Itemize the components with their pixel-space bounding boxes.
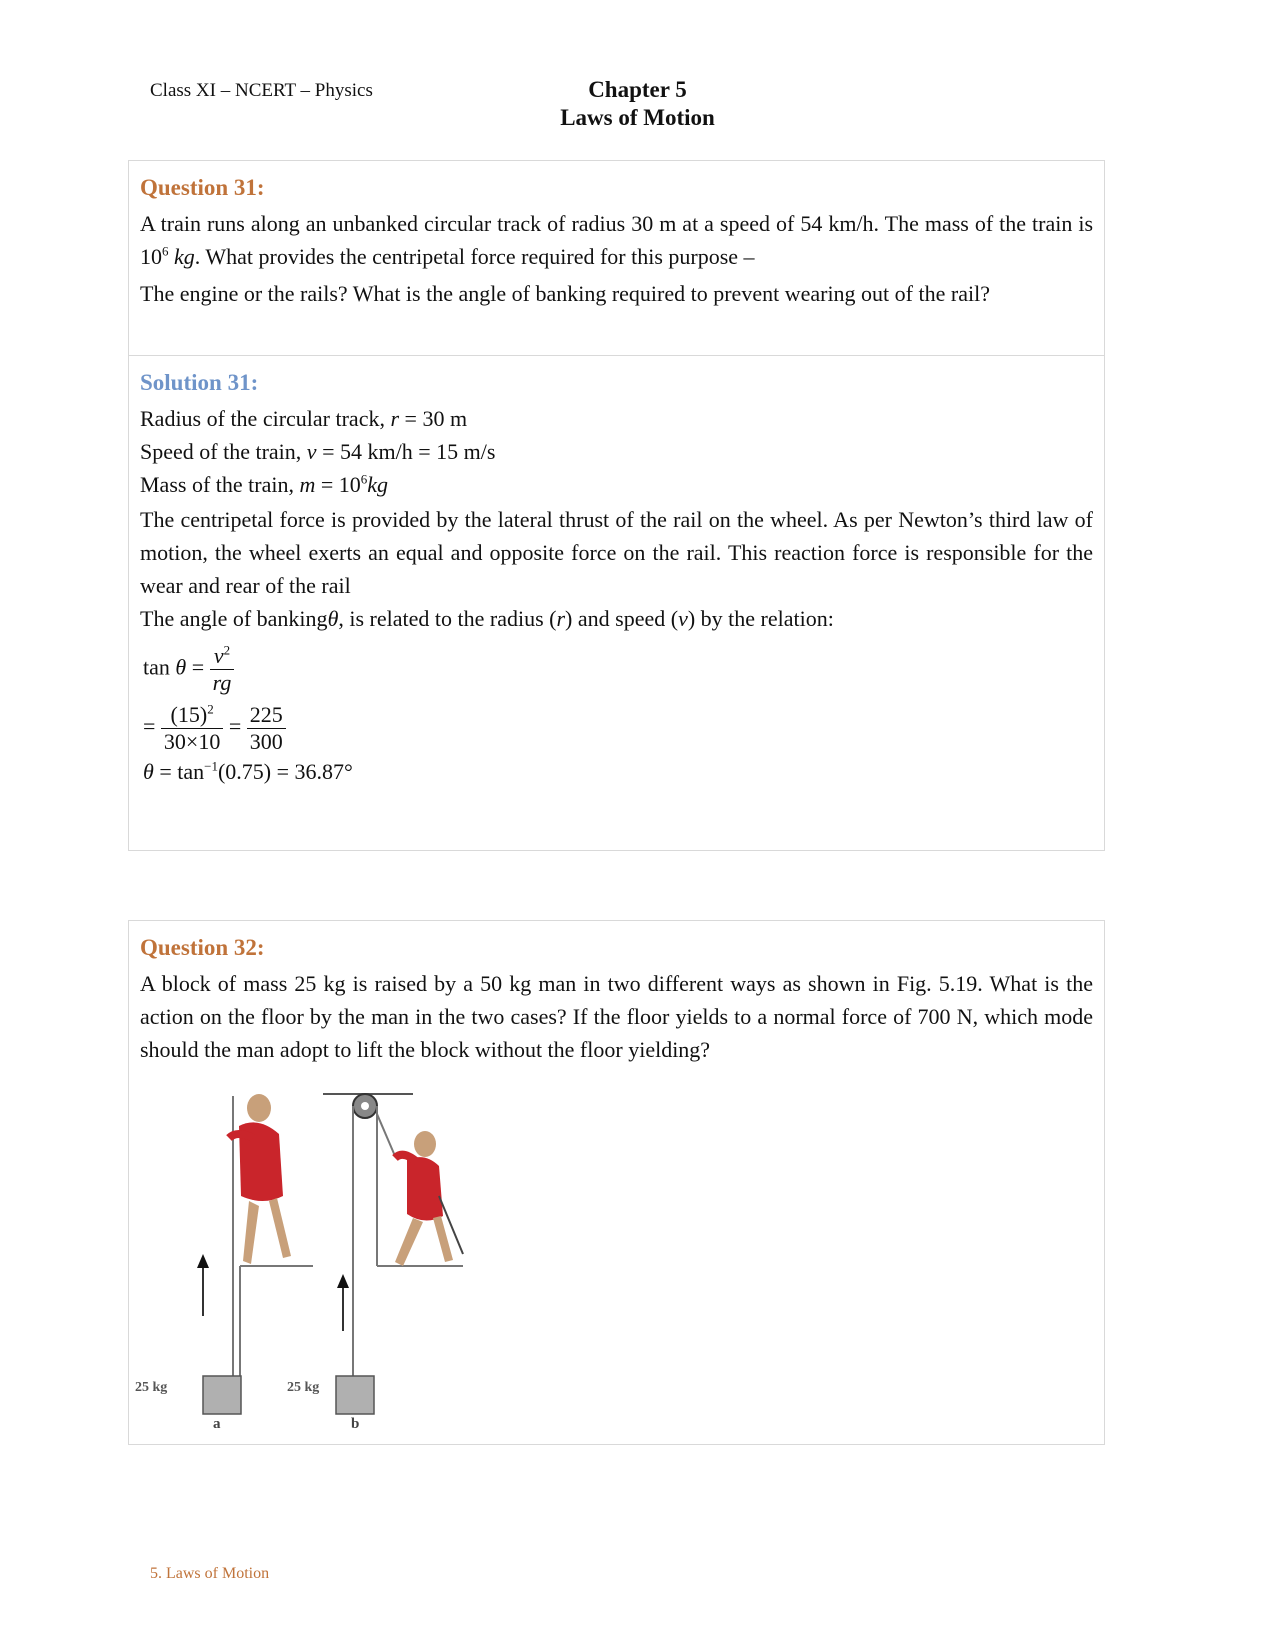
man-figure-a — [229, 1094, 291, 1264]
equation-substitution: = $\frac{(15)^2}{30\times 10}$ = $\frac{225}{300}$ — [143, 702, 1104, 755]
question-31-text: A train runs along an unbanked circular track of radius 30 m at a speed of 54 km/h. The mass of the train is $10^6$ kg. What provides the centripetal force required for this purpose – — [140, 211, 1093, 269]
equation-tan-theta: tan θ = $\frac{v^2}{rg}$ — [143, 643, 1104, 696]
banking-relation-line: The angle of bankingθ, is related to the radius (r) and speed (v) by the relation: — [140, 606, 834, 631]
chapter-heading — [500, 76, 775, 132]
equation-result: $\theta = \tan^{-1}(0.75) = 36.87^\circ$ — [143, 758, 353, 784]
solution-31-heading: Solution 31: — [140, 370, 259, 395]
fraction-v2-rg: $\frac{v^2}{rg}$ — [210, 643, 235, 696]
radius-line: Radius of the circular track, r = 30 m — [140, 406, 468, 431]
question-31-heading: Question 31: — [140, 175, 265, 200]
question-31-box — [128, 160, 1105, 356]
fraction-225-300: $\frac{225}{300}$ — [247, 702, 286, 755]
question-32-heading: Question 32: — [140, 935, 265, 960]
block-label-a: 25 kg — [135, 1380, 168, 1395]
header-class-label: Class XI – NCERT – Physics — [150, 80, 373, 101]
fraction-15-squared: $\frac{(15)^2}{30\times 10}$ — [161, 702, 223, 755]
question-32-text: A block of mass 25 kg is raised by a 50 kg man in two different ways as shown in Fig. 5.19. What is the action on the floor by the man in the two cases? If the floor yields to a normal force of 700 N, which mode should the man adopt to lift the block without the floor yielding? — [140, 971, 1093, 1062]
chapter-number: Chapter 5 — [588, 77, 687, 102]
speed-line: Speed of the train, v = 54 km/h = 15 m/s — [140, 439, 496, 464]
case-b-label: b — [351, 1416, 360, 1432]
question-32-box — [128, 920, 1105, 1445]
chapter-title: Laws of Motion — [560, 105, 715, 130]
block-label-b: 25 kg — [287, 1380, 320, 1395]
arrow-up-icon — [197, 1254, 209, 1268]
figure-5-19 — [133, 1086, 493, 1436]
question-31-text-2: The engine or the rails? What is the angle of banking required to prevent wearing out of the rail? — [140, 281, 990, 306]
man-figure-b — [395, 1131, 463, 1266]
solution-31-box — [128, 355, 1105, 851]
mass-line: Mass of the train, $m = 10^6kg$ — [140, 471, 389, 497]
case-a-label: a — [213, 1416, 221, 1432]
case-b-diagram — [287, 1094, 463, 1432]
arrow-up-icon — [337, 1274, 349, 1288]
solution-31-paragraph: The centripetal force is provided by the lateral thrust of the rail on the wheel. As per Newton’s third law of motion, the wheel exerts an equal and opposite force on the rail. This reaction force is responsible for the wear and rear of the rail — [140, 507, 1093, 598]
footer-chapter-label: 5. Laws of Motion — [150, 1565, 270, 1582]
